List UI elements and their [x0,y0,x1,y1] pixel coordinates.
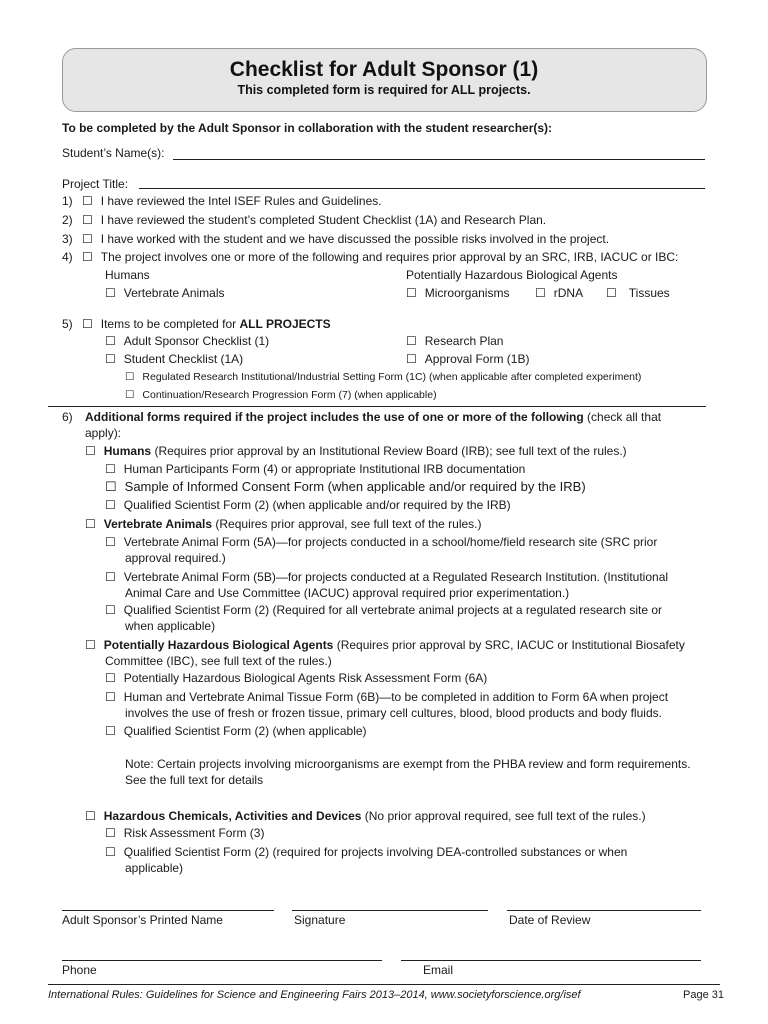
student-names-label: Student’s Name(s): [62,146,165,160]
item-4-microorganisms[interactable] [406,286,509,300]
checkbox-icon[interactable]: ☐ [85,809,96,823]
item-4-label: The project involves one or more of the following and requires prior approval by an SRC, IRB, IACUC or IBC: [100,250,679,264]
item-2[interactable] [82,213,546,227]
vertebrate-section[interactable]: ☐ Vertebrate Animals (Requires prior approval, see full text of the rules.) [85,517,482,531]
checkbox-icon[interactable]: ☐ [82,317,93,331]
printed-name-line[interactable] [62,910,274,911]
humans-consent-form[interactable]: ☐ Sample of Informed Consent Form (when applicable and/or required by the IRB) [105,479,586,494]
phba-form-6b-cont: involves the use of fresh or frozen tissue, primary cell cultures, blood, blood products and body fluids. [125,706,662,720]
checkbox-icon[interactable]: ☐ [105,462,116,476]
item-6-heading-cont: apply): [85,426,122,440]
item-4-rdna[interactable] [535,286,583,300]
checkbox-icon[interactable]: ☐ [125,371,135,383]
checkbox-icon[interactable]: ☐ [406,352,417,366]
hazardous-risk-assessment[interactable]: ☐ Risk Assessment Form (3) [105,826,265,840]
phba-qualified-scientist[interactable]: ☐ Qualified Scientist Form (2) (when applicable) [105,724,367,738]
item-4-micro-label: Microorganisms [424,286,510,300]
item-4-humans-label: Humans [105,268,150,282]
item-5-adult-label: Adult Sponsor Checklist (1) [123,334,270,348]
footer-text: International Rules: Guidelines for Science and Engineering Fairs 2013–2014, www.societyforscience.org/isef [48,989,581,1001]
checkbox-icon[interactable]: ☐ [535,286,546,300]
section-divider [48,406,706,407]
checkbox-icon[interactable]: ☐ [85,444,96,458]
item-5-research-plan[interactable] [406,334,503,348]
item-4-vertebrate[interactable] [105,286,225,300]
checkbox-icon[interactable]: ☐ [406,334,417,348]
signature-line[interactable] [292,910,488,911]
date-label: Date of Review [509,913,591,927]
item-5-regulated[interactable] [125,371,641,383]
checkbox-icon[interactable]: ☐ [85,517,96,531]
checkbox-icon[interactable]: ☐ [105,845,116,859]
checkbox-icon[interactable]: ☐ [82,213,93,227]
item-1-number: 1) [62,194,73,208]
checkbox-icon[interactable]: ☐ [105,479,117,494]
checkbox-icon[interactable]: ☐ [406,286,417,300]
item-5-continuation-label: Continuation/Research Progression Form (7) (when applicable) [142,389,437,401]
checkbox-icon[interactable]: ☐ [105,671,116,685]
item-4-tissues[interactable] [606,286,670,300]
signature-label: Signature [294,913,346,927]
phba-form-6a[interactable]: ☐ Potentially Hazardous Biological Agents Risk Assessment Form (6A) [105,671,488,685]
vertebrate-form-5a-cont: approval required.) [125,551,226,565]
email-line[interactable] [401,960,701,961]
item-4-tissues-label: Tissues [628,286,670,300]
hazardous-qualified-scientist[interactable]: ☐ Qualified Scientist Form (2) (required for projects involving DEA-controlled substances or when [105,845,628,859]
checkbox-icon[interactable]: ☐ [105,498,116,512]
vertebrate-form-5b[interactable]: ☐ Vertebrate Animal Form (5B)—for projects conducted at a Regulated Research Institution. (Institutional [105,570,669,584]
phone-label: Phone [62,963,97,977]
checkbox-icon[interactable]: ☐ [105,690,116,704]
checkbox-icon[interactable]: ☐ [82,232,93,246]
checkbox-icon[interactable]: ☐ [105,286,116,300]
item-3-number: 3) [62,232,73,246]
item-2-number: 2) [62,213,73,227]
item-5-plan-label: Research Plan [424,334,504,348]
checkbox-icon[interactable]: ☐ [105,352,116,366]
checkbox-icon[interactable]: ☐ [105,724,116,738]
phba-section[interactable]: ☐ Potentially Hazardous Biological Agents (Requires prior approval by SRC, IACUC or Institutional Biosafety [85,638,685,652]
item-5-student-label: Student Checklist (1A) [123,352,244,366]
item-5-label: Items to be completed for [100,317,240,331]
item-5-label-bold: ALL PROJECTS [239,317,331,331]
hazardous-qualified-scientist-cont: applicable) [125,861,184,875]
item-1-label: I have reviewed the Intel ISEF Rules and Guidelines. [100,194,382,208]
date-line[interactable] [507,910,701,911]
item-4-phba-label: Potentially Hazardous Biological Agents [406,268,618,282]
humans-qualified-scientist[interactable]: ☐ Qualified Scientist Form (2) (when applicable and/or required by the IRB) [105,498,511,512]
vertebrate-form-5b-cont: Animal Care and Use Committee (IACUC) approval required prior experimentation.) [125,586,570,600]
hazardous-section[interactable]: ☐ Hazardous Chemicals, Activities and Devices (No prior approval required, see full text of the rules.) [85,809,646,823]
vertebrate-form-5a[interactable]: ☐ Vertebrate Animal Form (5A)—for projects conducted in a school/home/field research site (SRC prior [105,535,658,549]
item-3[interactable] [82,232,609,246]
checkbox-icon[interactable]: ☐ [105,334,116,348]
checkbox-icon[interactable]: ☐ [85,638,96,652]
checkbox-icon[interactable]: ☐ [82,194,93,208]
item-4-number: 4) [62,250,73,264]
footer-rule [48,984,720,985]
project-title-input-line[interactable] [139,188,705,189]
page-title: Checklist for Adult Sponsor (1) [229,58,539,81]
phba-note-cont: See the full text for details [125,773,264,787]
phone-line[interactable] [62,960,382,961]
item-6-heading: Additional forms required if the project includes the use of one or more of the following (check all that [85,410,662,424]
checkbox-icon[interactable]: ☐ [105,570,116,584]
item-5-regulated-label: Regulated Research Institutional/Industrial Setting Form (1C) (when applicable after completed experiment) [142,371,642,383]
page-number: Page 31 [683,989,724,1001]
item-5[interactable] [82,317,331,331]
checkbox-icon[interactable]: ☐ [105,826,116,840]
printed-name-label: Adult Sponsor’s Printed Name [62,913,223,927]
page-subtitle: This completed form is required for ALL projects. [237,83,531,97]
humans-form-4[interactable]: ☐ Human Participants Form (4) or appropriate Institutional IRB documentation [105,462,526,476]
item-5-adult-sponsor[interactable] [105,334,269,348]
humans-section[interactable]: ☐ Humans (Requires prior approval by an Institutional Review Board (IRB); see full text of the rules.) [85,444,627,458]
project-title-label: Project Title: [62,177,129,191]
phba-note: Note: Certain projects involving microorganisms are exempt from the PHBA review and form requirements. [125,757,691,771]
checkbox-icon[interactable]: ☐ [105,535,116,549]
item-6-number: 6) [62,410,73,424]
checkbox-icon[interactable]: ☐ [125,389,135,401]
item-1[interactable] [82,194,382,208]
item-3-label: I have worked with the student and we have discussed the possible risks involved in the project. [100,232,610,246]
checkbox-icon[interactable]: ☐ [82,250,93,264]
item-4[interactable] [82,250,678,264]
item-5-approval-label: Approval Form (1B) [424,352,530,366]
item-5-student-checklist[interactable] [105,352,243,366]
item-5-approval-form[interactable] [406,352,529,366]
item-2-label: I have reviewed the student’s completed Student Checklist (1A) and Research Plan. [100,213,547,227]
item-4-vertebrate-label: Vertebrate Animals [123,286,225,300]
checkbox-icon[interactable]: ☐ [606,286,617,300]
intro-text: To be completed by the Adult Sponsor in collaboration with the student researcher(s): [62,121,553,135]
checkbox-icon[interactable]: ☐ [105,603,116,617]
vertebrate-qualified-scientist-cont: when applicable) [125,619,216,633]
email-label: Email [423,963,454,977]
item-5-continuation[interactable] [125,389,437,401]
vertebrate-qualified-scientist[interactable]: ☐ Qualified Scientist Form (2) (Required for all vertebrate animal projects at a regulated research site or [105,603,663,617]
student-names-input-line[interactable] [173,159,705,160]
phba-section-cont: Committee (IBC), see full text of the rules.) [105,654,332,668]
item-5-number: 5) [62,317,73,331]
item-4-rdna-label: rDNA [553,286,584,300]
phba-form-6b[interactable]: ☐ Human and Vertebrate Animal Tissue Form (6B)—to be completed in addition to Form 6A when project [105,690,669,704]
